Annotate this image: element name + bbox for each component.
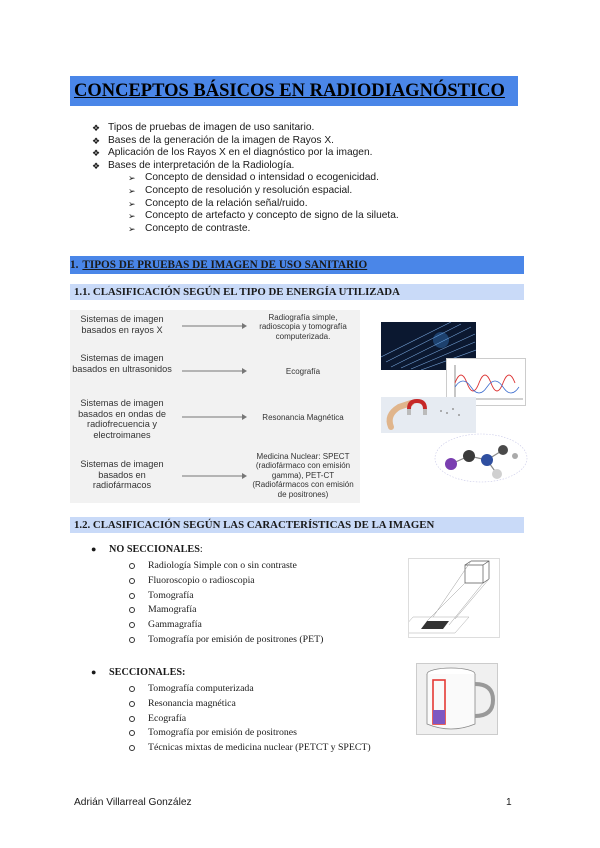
circle-bullet-icon (129, 745, 135, 751)
table-of-contents (92, 122, 399, 235)
toc-subitem: ➢ Concepto de densidad o intensidad o ecogenicidad. (128, 172, 379, 184)
list-item: Fluoroscopio o radioscopia (129, 574, 323, 589)
arrow-bullet-icon: ➢ (128, 173, 136, 184)
section-1-2-heading: 1.2. CLASIFICACIÓN SEGÚN LAS CARACTERÍSTICAS DE LA IMAGEN (74, 519, 435, 531)
diagram-right-mri: Resonancia Magnética (262, 413, 344, 422)
arrow-bullet-icon: ➢ (128, 185, 136, 196)
list-item: Resonancia magnética (129, 697, 371, 712)
section-1-1-heading: 1.1. CLASIFICACIÓN SEGÚN EL TIPO DE ENERGÍA UTILIZADA (74, 286, 400, 298)
diagram-right-nuclear: Medicina Nuclear: SPECT (radiofármaco con emisión gamma), PET-CT (Radiofármacos con emisión de positrones) (252, 452, 354, 499)
toc-subitem: ➢ Concepto de la relación señal/ruido. (128, 197, 308, 209)
toc-subitem: ➢ Concepto de artefacto y concepto de signo de la silueta. (128, 210, 399, 222)
list-item: Radiología Simple con o sin contraste (129, 559, 323, 574)
circle-bullet-icon (129, 622, 135, 628)
circle-bullet-icon (129, 607, 135, 613)
arrow-icon (180, 413, 248, 421)
circle-bullet-icon (129, 593, 135, 599)
circle-bullet-icon (129, 730, 135, 736)
page-number: 1 (506, 797, 512, 808)
toc-item: ❖ Bases de interpretación de la Radiología. ➢ Concepto de densidad o intensidad o ecogenicidad. ➢ Concepto de resolución y resolución espacial. ➢ Concepto de la relación señal/ruido. ➢ Concepto de artefacto y concepto de signo de la silueta. ➢ Concepto de contraste. (92, 159, 399, 234)
circle-bullet-icon (129, 563, 135, 569)
diamond-bullet-icon: ❖ (92, 160, 101, 171)
arrow-icon (180, 472, 248, 480)
toc-item: ❖ Tipos de pruebas de imagen de uso sanitario. (92, 122, 315, 133)
bullet-icon: ● (91, 667, 97, 677)
list-item: Tomografía por emisión de positrones (PET) (129, 633, 323, 648)
arrow-icon (180, 322, 248, 330)
diamond-bullet-icon: ❖ (92, 123, 101, 133)
list-heading: ● SECCIONALES: (91, 667, 186, 678)
list-item: Tomografía (129, 589, 323, 604)
list-item: Técnicas mixtas de medicina nuclear (PETCT y SPECT) (129, 741, 371, 756)
arrow-bullet-icon: ➢ (128, 223, 136, 234)
circle-bullet-icon (129, 578, 135, 584)
circle-bullet-icon (129, 637, 135, 643)
circle-bullet-icon (129, 716, 135, 722)
toc-subitem: ➢ Concepto de resolución y resolución espacial. (128, 184, 353, 196)
list-item: Ecografía (129, 712, 371, 727)
list-item: Gammagrafía (129, 618, 323, 633)
magnet-image (381, 397, 476, 433)
toc-item: ❖ Bases de la generación de la imagen de Rayos X. (92, 134, 334, 146)
arrow-icon (180, 367, 248, 375)
bullet-icon: ● (91, 544, 97, 554)
no-seccionales-list (91, 544, 323, 648)
diamond-bullet-icon: ❖ (92, 148, 101, 159)
diagram-left-nuclear: Sistemas de imagen basados en radiofármacos (80, 459, 164, 491)
section-1-heading: 1. TIPOS DE PRUEBAS DE IMAGEN DE USO SANITARIO (70, 259, 368, 271)
diagram-left-mri: Sistemas de imagen basados en ondas de radiofrecuencia y electroimanes (78, 398, 166, 440)
toc-subitem: ➢ Concepto de contraste. (128, 222, 251, 234)
arrow-bullet-icon: ➢ (128, 211, 136, 222)
diagram-left-xray: Sistemas de imagen basados en rayos X (80, 314, 164, 335)
toc-item: ❖ Aplicación de los Rayos X en el diagnóstico por la imagen. (92, 147, 373, 159)
list-heading: ● NO SECCIONALES: (91, 544, 203, 555)
list-item: Tomografía computerizada (129, 682, 371, 697)
list-item: Tomografía por emisión de positrones (129, 726, 371, 741)
diagram-right-ultrasound: Ecografía (285, 367, 321, 376)
diamond-bullet-icon: ❖ (92, 135, 101, 146)
list-item: Mamografía (129, 603, 323, 618)
page-title: CONCEPTOS BÁSICOS EN RADIODIAGNÓSTICO (74, 81, 505, 101)
footer-author: Adrián Villarreal González (74, 797, 192, 808)
projection-cube-image (408, 558, 500, 638)
circle-bullet-icon (129, 701, 135, 707)
arrow-bullet-icon: ➢ (128, 198, 136, 209)
diagram-left-ultrasound: Sistemas de imagen basados en ultrasonidos (72, 353, 172, 374)
seccionales-list (91, 667, 371, 756)
diagram-right-xray: Radiografía simple, radioscopia y tomografía computerizada. (259, 313, 347, 341)
energy-classification-diagram (70, 310, 360, 503)
molecule-image (431, 430, 531, 486)
circle-bullet-icon (129, 686, 135, 692)
mug-section-image (416, 663, 498, 735)
